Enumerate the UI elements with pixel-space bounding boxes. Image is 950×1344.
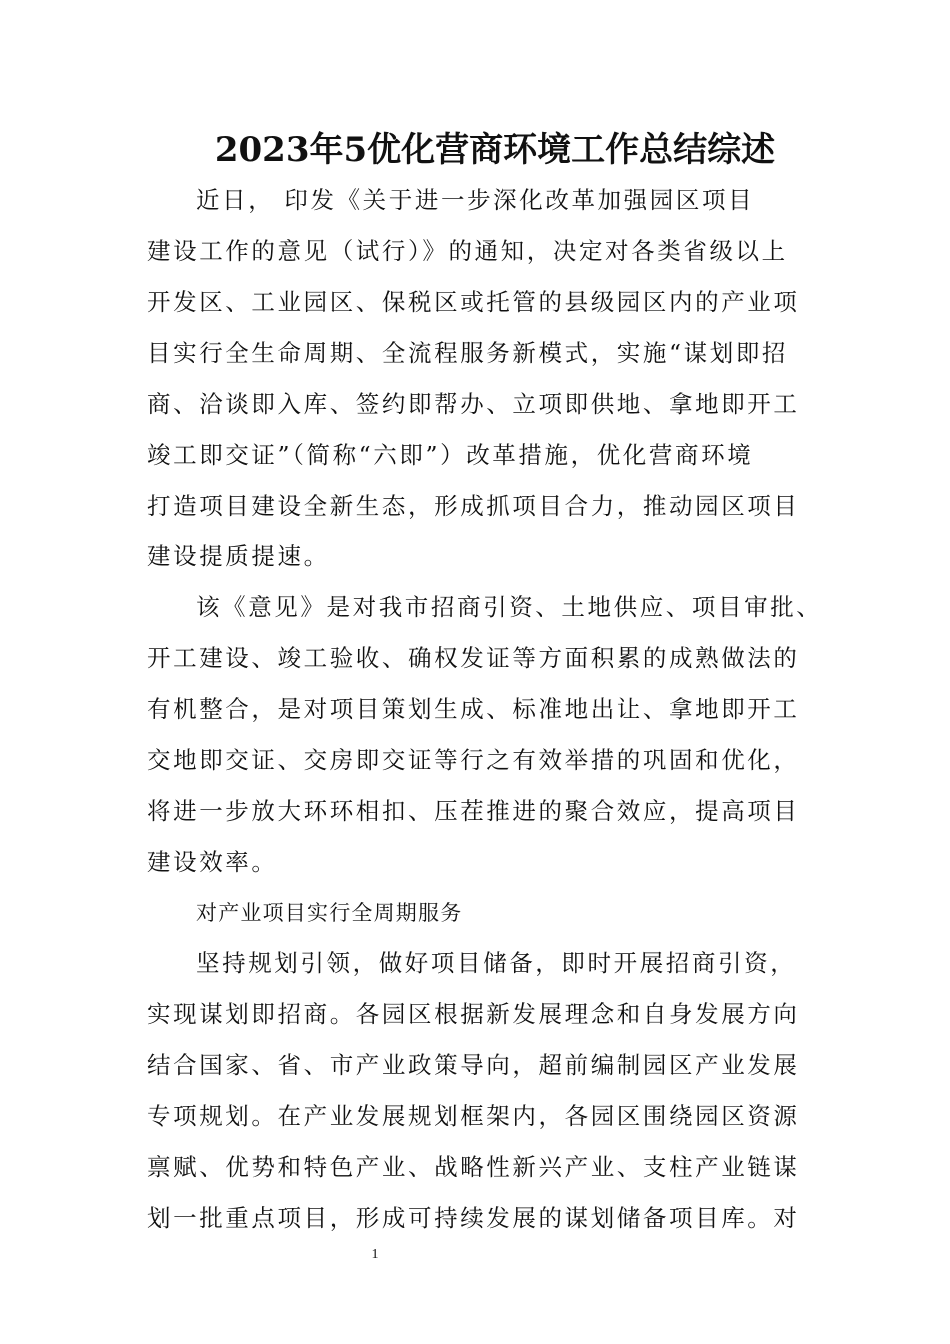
paragraph-3-line-3: 结合国家、省、市产业政策导向，超前编制园区产业发展 [147,1051,800,1079]
paragraph-1-line-3: 开发区、工业园区、保税区或托管的县级园区内的产业项 [147,288,800,316]
paragraph-3-line-4: 专项规划。在产业发展规划框架内，各园区围绕园区资源 [147,1102,800,1130]
paragraph-2-line-5: 将进一步放大环环相扣、压茬推进的聚合效应，提高项目 [147,797,800,825]
paragraph-1-line-5: 商、洽谈即入库、签约即帮办、立项即供地、拿地即开工 [147,390,800,418]
paragraph-3-line-6: 划一批重点项目，形成可持续发展的谋划储备项目库。对 [147,1204,800,1232]
document-title: 2023年5优化营商环境工作总结综述 [214,130,776,170]
paragraph-2-line-4: 交地即交证、交房即交证等行之有效举措的巩固和优化， [147,746,800,774]
paragraph-3-line-2: 实现谋划即招商。各园区根据新发展理念和自身发展方向 [147,1000,800,1028]
paragraph-1-line-4: 目实行全生命周期、全流程服务新模式，实施“谋划即招 [147,339,789,367]
paragraph-2-line-6: 建设效率。 [147,848,278,876]
paragraph-1-line-8: 建设提质提速。 [147,542,330,570]
paragraph-2-line-1: 该《意见》是对我市招商引资、土地供应、项目审批、 [196,593,823,621]
paragraph-1-line-2: 建设工作的意见（试行）》的通知，决定对各类省级以上 [147,237,788,265]
paragraph-1-line-1: 近日， 印发《关于进一步深化改革加强园区项目 [196,186,755,214]
page-number: 1 [371,1247,379,1262]
paragraph-3-line-5: 禀赋、优势和特色产业、战略性新兴产业、支柱产业链谋 [147,1153,800,1181]
paragraph-1-line-6: 竣工即交证”（简称“六即”）改革措施，优化营商环境 [147,441,754,469]
paragraph-2-line-3: 有机整合，是对项目策划生成、标准地出让、拿地即开工 [147,695,800,723]
paragraph-3-line-1: 坚持规划引领，做好项目储备，即时开展招商引资， [196,949,797,977]
paragraph-2-line-2: 开工建设、竣工验收、确权发证等方面积累的成熟做法的 [147,644,800,672]
paragraph-1-line-7: 打造项目建设全新生态，形成抓项目合力，推动园区项目 [147,492,800,520]
section-heading: 对产业项目实行全周期服务 [196,901,463,925]
